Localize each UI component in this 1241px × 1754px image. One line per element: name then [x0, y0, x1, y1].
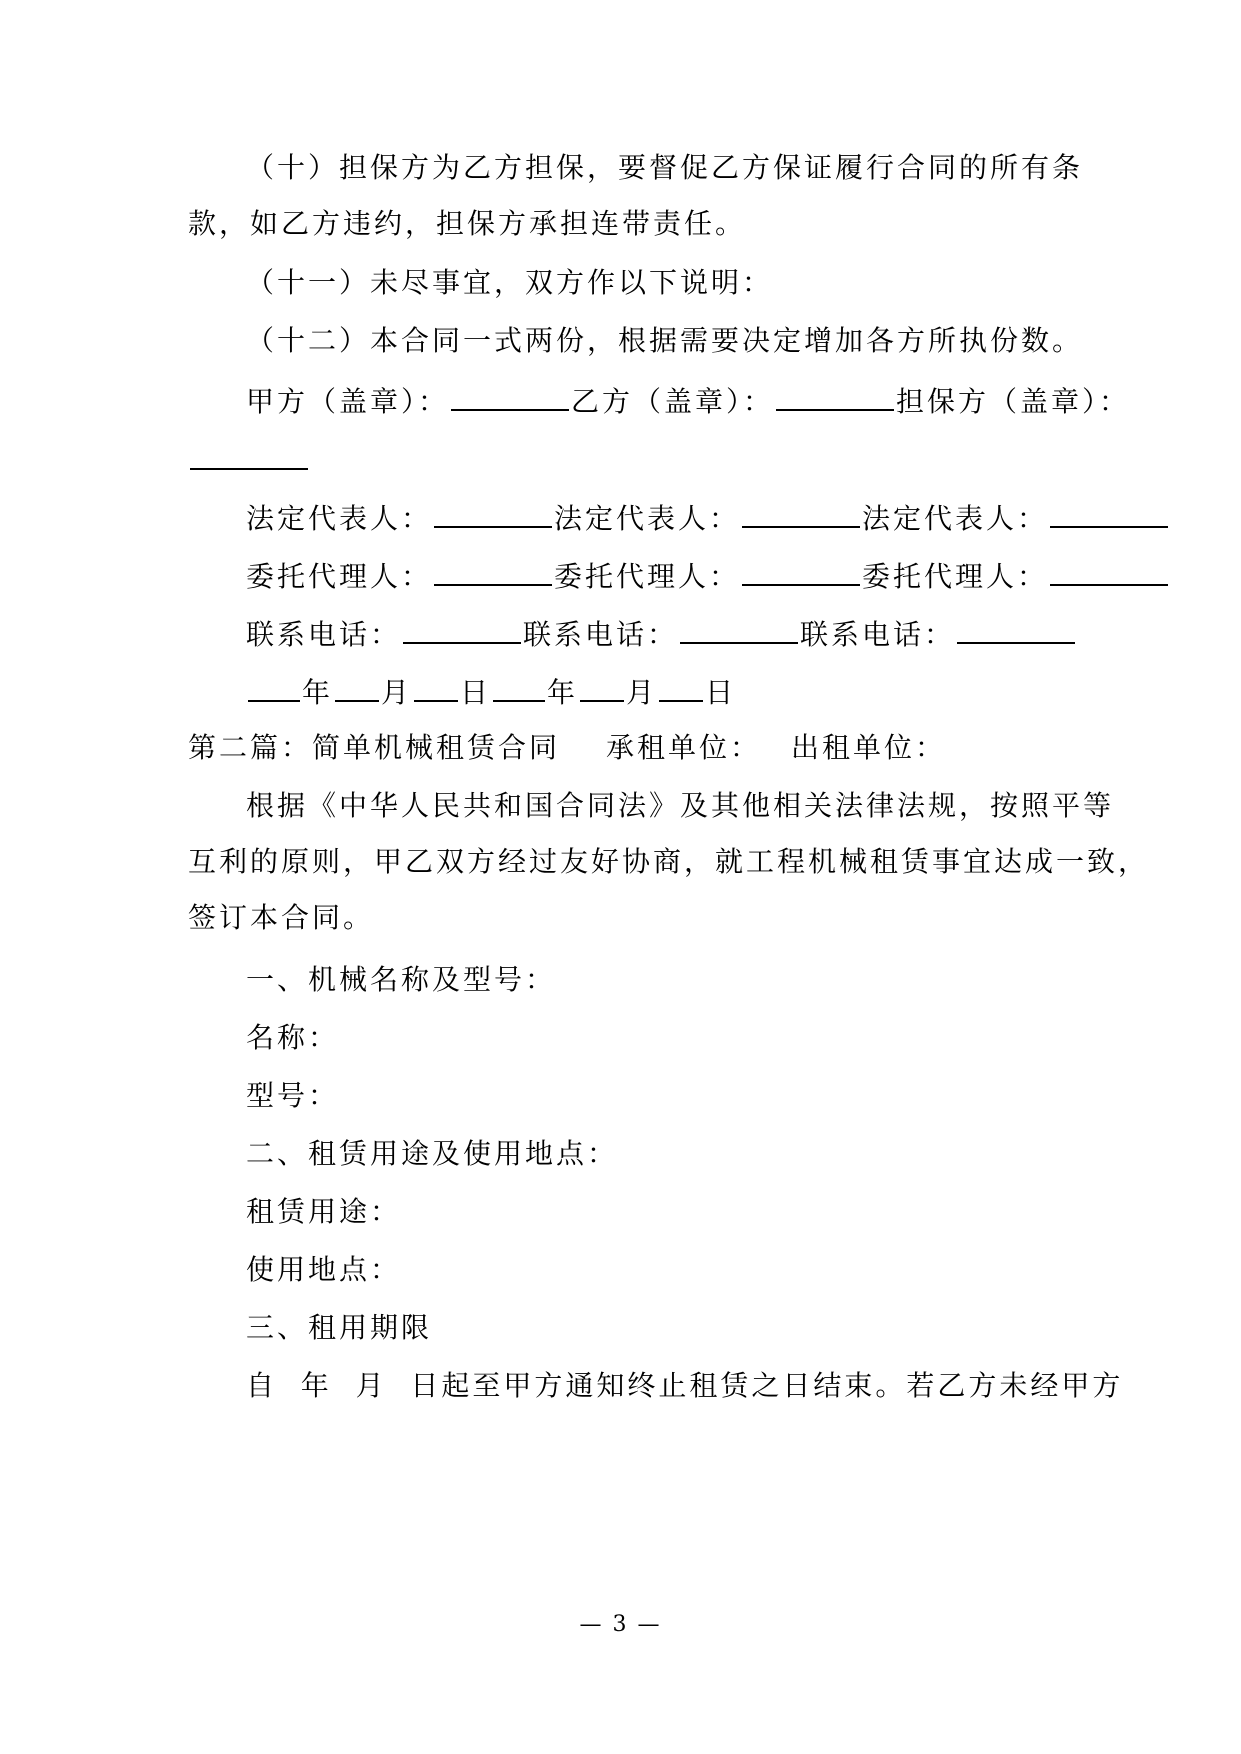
- day-label-1: 日: [460, 676, 492, 709]
- legal-rep-label-a: 法定代表人：: [246, 502, 433, 535]
- party-b-seal-label: 乙方（盖章）：: [571, 385, 775, 418]
- term-line: 自 年 月 日起至甲方通知终止租赁之日结束。若乙方未经甲方: [246, 1369, 1124, 1402]
- clause-10-line-1: （十）担保方为乙方担保，要督促乙方保证履行合同的所有条: [246, 151, 1084, 184]
- phone-label-c: 联系电话：: [800, 618, 956, 651]
- legal-rep-blank-c: [1050, 496, 1168, 528]
- guarantor-seal-blank: [190, 438, 308, 470]
- month-blank-2: [580, 670, 624, 702]
- year-label-1: 年: [302, 676, 334, 709]
- legal-rep-label-c: 法定代表人：: [862, 502, 1049, 535]
- legal-rep-blank-b: [742, 496, 860, 528]
- intro-line-1: 根据《中华人民共和国合同法》及其他相关法律法规，按照平等: [246, 789, 1115, 822]
- lessee-unit-label: 承租单位：: [606, 731, 762, 764]
- section-2-heading: 二、租赁用途及使用地点：: [246, 1137, 619, 1170]
- agent-label-c: 委托代理人：: [862, 560, 1049, 593]
- lessor-unit-label: 出租单位：: [791, 731, 947, 764]
- section-1-heading: 一、机械名称及型号：: [246, 963, 557, 996]
- clause-10-line-2: 款，如乙方违约，担保方承担连带责任。: [188, 207, 747, 240]
- month-blank-1: [335, 670, 379, 702]
- party-b-seal-blank: [776, 379, 894, 411]
- year-blank-2: [493, 670, 545, 702]
- party-a-seal-label: 甲方（盖章）：: [246, 385, 450, 418]
- agent-blank-c: [1050, 554, 1168, 586]
- guarantor-seal-label: 担保方（盖章）：: [896, 385, 1131, 418]
- day-blank-2: [659, 670, 703, 702]
- legal-rep-line: [246, 496, 1170, 539]
- phone-label-a: 联系电话：: [246, 618, 402, 651]
- day-label-2: 日: [705, 676, 737, 709]
- month-label-2: 月: [626, 676, 658, 709]
- name-label: 名称：: [246, 1021, 340, 1054]
- agent-line: [246, 554, 1170, 597]
- agent-label-a: 委托代理人：: [246, 560, 433, 593]
- clause-11: （十一）未尽事宜，双方作以下说明：: [246, 266, 774, 299]
- page-number: — 3 —: [579, 1612, 662, 1637]
- location-label: 使用地点：: [246, 1253, 402, 1286]
- purpose-label: 租赁用途：: [246, 1195, 402, 1228]
- phone-label-b: 联系电话：: [523, 618, 679, 651]
- agent-label-b: 委托代理人：: [554, 560, 741, 593]
- intro-line-3: 签订本合同。: [188, 901, 375, 934]
- seal-line: [246, 379, 1130, 422]
- chapter-heading-line: [188, 728, 946, 768]
- legal-rep-blank-a: [434, 496, 552, 528]
- phone-line: [246, 612, 1077, 655]
- agent-blank-b: [742, 554, 860, 586]
- month-label-1: 月: [381, 676, 413, 709]
- legal-rep-label-b: 法定代表人：: [554, 502, 741, 535]
- year-label-2: 年: [547, 676, 579, 709]
- model-label: 型号：: [246, 1079, 340, 1112]
- phone-blank-b: [680, 612, 798, 644]
- phone-blank-a: [403, 612, 521, 644]
- party-a-seal-blank: [451, 379, 569, 411]
- day-blank-1: [414, 670, 458, 702]
- agent-blank-a: [434, 554, 552, 586]
- guarantor-seal-blank-line: [188, 438, 310, 481]
- chapter-title: 第二篇：简单机械租赁合同: [188, 731, 561, 764]
- phone-blank-c: [957, 612, 1075, 644]
- section-3-heading: 三、租用期限: [246, 1311, 433, 1344]
- clause-12: （十二）本合同一式两份，根据需要决定增加各方所执份数。: [246, 324, 1084, 357]
- year-blank-1: [248, 670, 300, 702]
- date-line: [246, 670, 736, 713]
- intro-line-2: 互利的原则，甲乙双方经过友好协商，就工程机械租赁事宜达成一致，: [188, 845, 1150, 878]
